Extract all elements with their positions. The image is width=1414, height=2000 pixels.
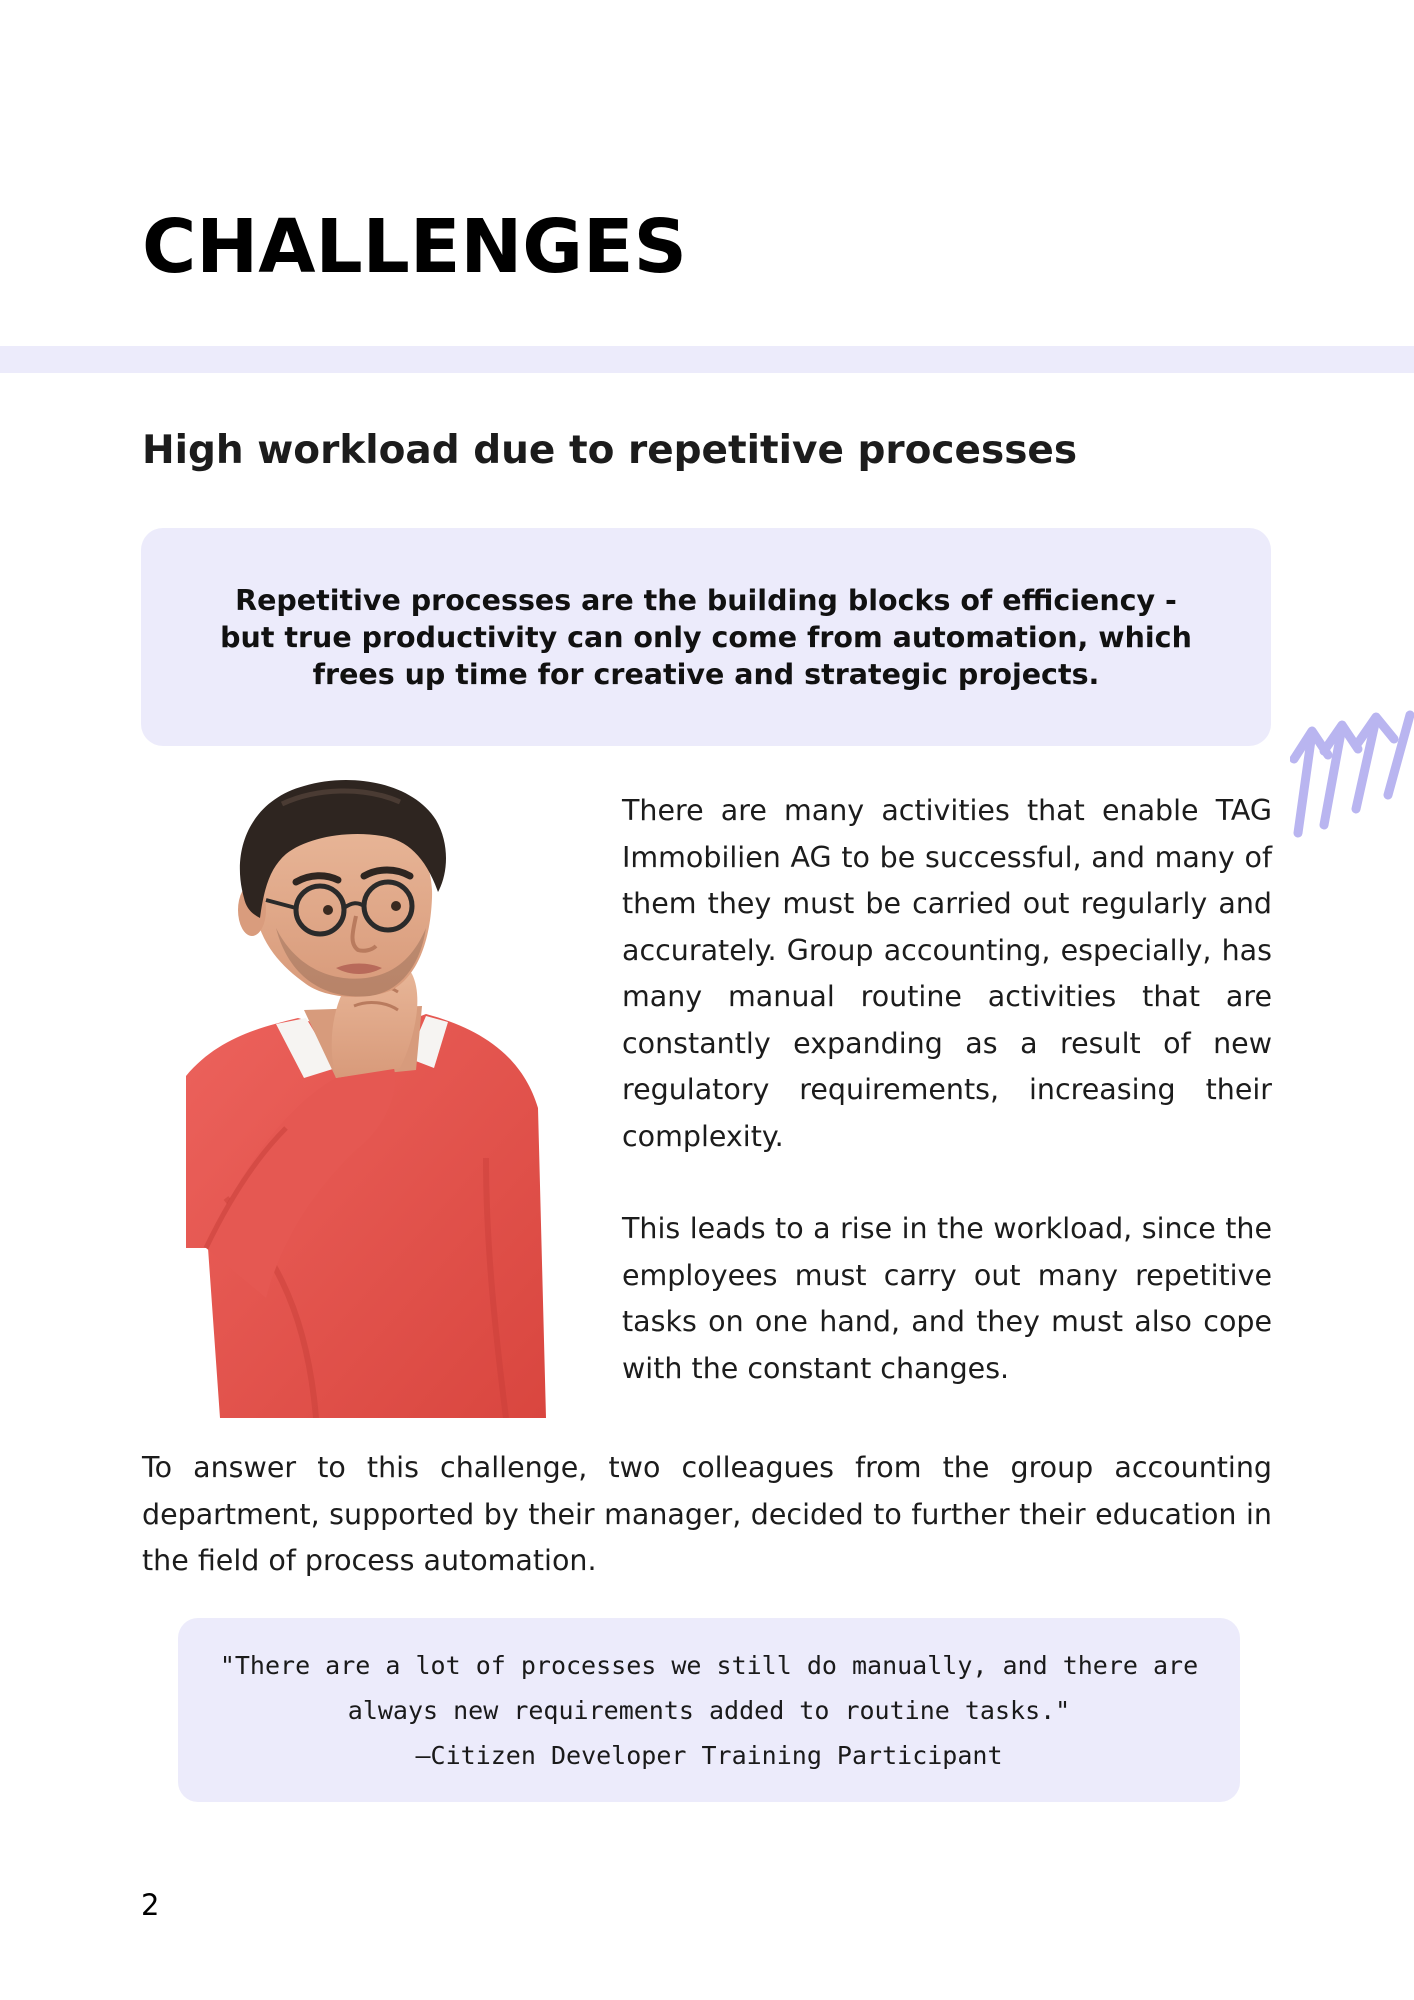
title-band bbox=[0, 346, 1414, 373]
arrows-decoration-icon bbox=[1290, 705, 1414, 845]
column-paragraph-2: This leads to a rise in the workload, since the employees must carry out many repetitive tasks on one hand, and they must also cope with the constant changes. bbox=[622, 1212, 1272, 1385]
full-width-text bbox=[142, 1445, 1272, 1585]
full-width-paragraph: To answer to this challenge, two colleagues from the group accounting department, supported by their manager, decided to further their education in the field of process automation. bbox=[142, 1451, 1272, 1577]
section-heading: High workload due to repetitive processes bbox=[142, 428, 1078, 473]
column-paragraph-1: There are many activities that enable TAG Immobilien AG to be successful, and many of them they must be carried out regularly and accurately. Group accounting, especially, has many manual routine activities that are constantly expanding as a result of new regulatory requirements, increasing their complexity. bbox=[622, 794, 1272, 1153]
callout-text: Repetitive processes are the building blocks of efficiency - but true productivity can only come from automation, which frees up time for creative and strategic projects. bbox=[220, 583, 1192, 691]
quote-attribution: —Citizen Developer Training Participant bbox=[415, 1740, 1003, 1770]
thinking-man-photo bbox=[186, 778, 546, 1418]
column-text bbox=[622, 788, 1272, 1392]
callout-box bbox=[141, 528, 1271, 746]
page-number: 2 bbox=[141, 1888, 160, 1922]
page-title: CHALLENGES bbox=[142, 204, 687, 290]
quote-text: "There are a lot of processes we still do manually, and there are always new requirements added to routine tasks." bbox=[219, 1650, 1199, 1725]
quote-box bbox=[178, 1618, 1240, 1802]
